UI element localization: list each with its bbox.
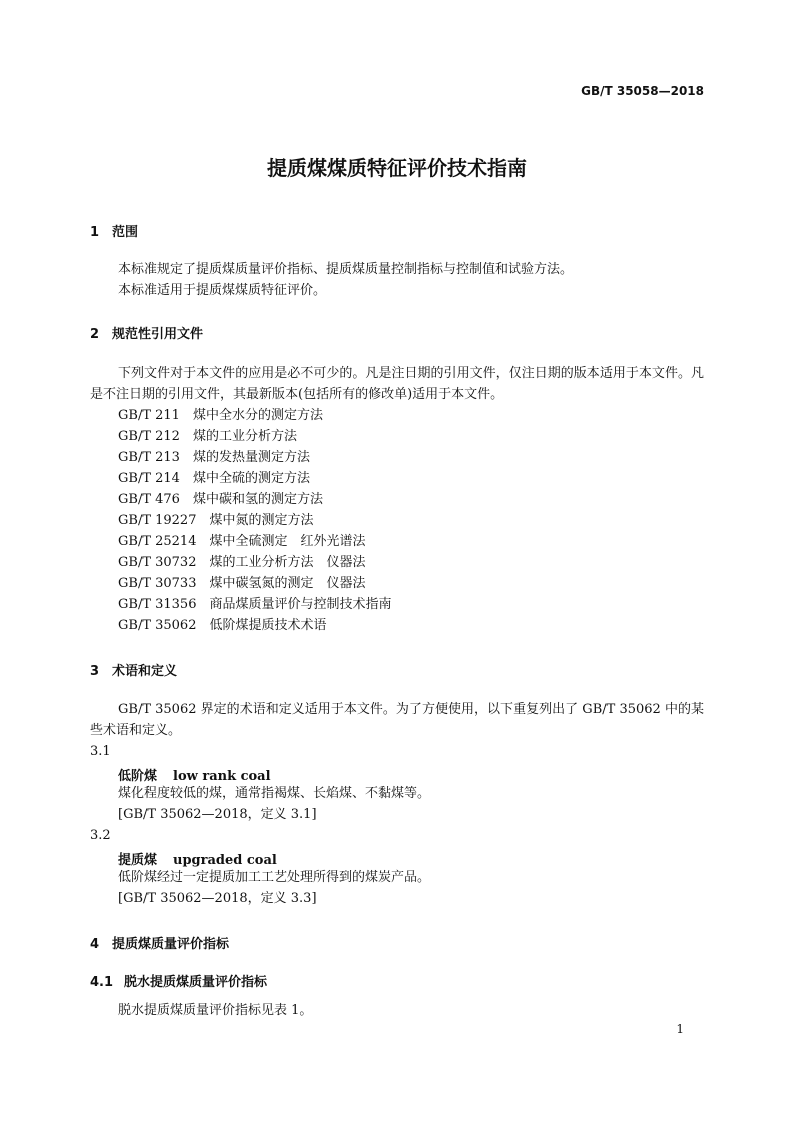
section-3-heading: [90, 660, 177, 679]
paragraph: 脱水提质煤质量评价指标见表 1。: [118, 1003, 313, 1018]
term-definition: 煤化程度较低的煤，通常指褐煤、长焰煤、不黏煤等。: [118, 786, 431, 801]
subsection-4-1-heading: [90, 971, 267, 990]
section-1-heading: [90, 221, 138, 240]
reference-title: 煤中全硫测定 红外光谱法: [209, 534, 366, 549]
reference-title: 煤中氮的测定方法: [209, 513, 314, 528]
term-source: [GB/T 35062—2018，定义 3.3]: [118, 891, 317, 906]
term-en: low rank coal: [173, 769, 271, 784]
reference-code: GB/T 212: [118, 429, 180, 444]
list-item: [118, 447, 392, 468]
term-heading: [118, 765, 271, 784]
reference-code: GB/T 214: [118, 471, 180, 486]
reference-title: 煤的工业分析方法 仪器法: [209, 555, 366, 570]
section-4-heading: [90, 933, 229, 952]
reference-title: 煤的工业分析方法: [192, 429, 297, 444]
paragraph: 下列文件对于本文件的应用是必不可少的。凡是注日期的引用文件，仅注日期的版本适用于本文件。凡是不注日期的引用文件，其最新版本(包括所有的修改单)适用于本文件。: [90, 366, 704, 402]
paragraph: GB/T 35062 界定的术语和定义适用于本文件。为了方便使用，以下重复列出了 GB/T 35062 中的某些术语和定义。: [90, 702, 704, 738]
list-item: [118, 405, 392, 426]
section-number: 3: [90, 664, 100, 679]
section-title: 脱水提质煤质量评价指标: [124, 975, 268, 990]
standard-number: GB/T 35058—2018: [581, 84, 704, 98]
term-source: [GB/T 35062—2018，定义 3.1]: [118, 807, 317, 822]
section-2-heading: [90, 323, 203, 342]
list-item: [118, 489, 392, 510]
reference-list: [118, 405, 392, 636]
section-title: 规范性引用文件: [112, 327, 204, 342]
term-zh: 提质煤: [118, 853, 158, 868]
list-item: [118, 552, 392, 573]
section-number: 1: [90, 225, 100, 240]
section-title: 范围: [112, 225, 139, 240]
term-number: 3.1: [90, 744, 111, 759]
reference-code: GB/T 35062: [118, 618, 197, 633]
reference-title: 低阶煤提质技术术语: [209, 618, 327, 633]
section-number: 2: [90, 327, 100, 342]
section-number: 4.1: [90, 975, 114, 990]
page-number: 1: [676, 1022, 684, 1036]
list-item: [118, 531, 392, 552]
section-title: 术语和定义: [112, 664, 178, 679]
list-item: [118, 510, 392, 531]
reference-code: GB/T 30733: [118, 576, 197, 591]
reference-title: 商品煤质量评价与控制技术指南: [209, 597, 392, 612]
term-zh: 低阶煤: [118, 769, 158, 784]
document-title: 提质煤煤质特征评价技术指南: [267, 156, 527, 180]
section-title: 提质煤质量评价指标: [112, 937, 230, 952]
reference-code: GB/T 31356: [118, 597, 197, 612]
reference-title: 煤的发热量测定方法: [192, 450, 310, 465]
list-item: [118, 426, 392, 447]
term-definition: 低阶煤经过一定提质加工工艺处理所得到的煤炭产品。: [118, 870, 431, 885]
reference-title: 煤中全硫的测定方法: [192, 471, 310, 486]
list-item: [118, 594, 392, 615]
paragraph: 本标准适用于提质煤煤质特征评价。: [118, 283, 327, 298]
reference-code: GB/T 213: [118, 450, 180, 465]
paragraph: 本标准规定了提质煤质量评价指标、提质煤质量控制指标与控制值和试验方法。: [118, 262, 574, 277]
reference-code: GB/T 19227: [118, 513, 197, 528]
term-heading: [118, 849, 277, 868]
list-item: [118, 615, 392, 636]
reference-code: GB/T 30732: [118, 555, 197, 570]
reference-title: 煤中全水分的测定方法: [192, 408, 323, 423]
section-number: 4: [90, 937, 100, 952]
reference-title: 煤中碳和氢的测定方法: [192, 492, 323, 507]
reference-code: GB/T 476: [118, 492, 180, 507]
list-item: [118, 573, 392, 594]
list-item: [118, 468, 392, 489]
term-number: 3.2: [90, 828, 111, 843]
term-en: upgraded coal: [173, 853, 277, 868]
reference-title: 煤中碳氢氮的测定 仪器法: [209, 576, 366, 591]
reference-code: GB/T 211: [118, 408, 180, 423]
reference-code: GB/T 25214: [118, 534, 197, 549]
